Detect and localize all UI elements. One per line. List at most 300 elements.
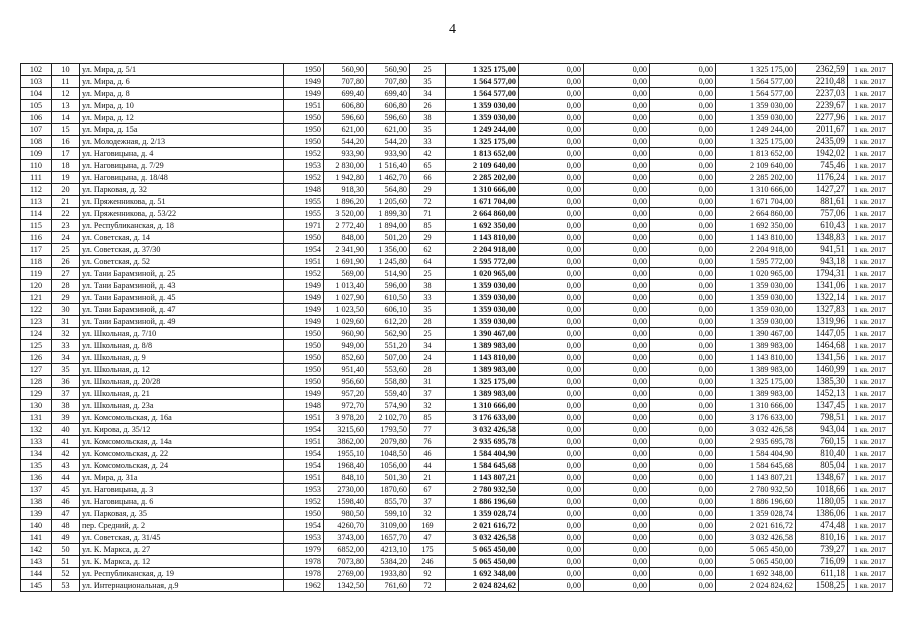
cost-col-3-cell: 0,00 <box>650 244 716 256</box>
item-number-cell: 40 <box>52 424 80 436</box>
address-cell: ул. Комсомольская, д. 24 <box>80 460 284 472</box>
item-number-cell: 48 <box>52 520 80 532</box>
living-area-cell: 707,80 <box>367 76 410 88</box>
unit-cost-cell: 745,46 <box>796 160 848 172</box>
build-year-cell: 1952 <box>284 268 324 280</box>
total-area-cell: 1955,10 <box>324 448 367 460</box>
residents-count-cell: 77 <box>410 424 446 436</box>
unit-cost-cell: 881,61 <box>796 196 848 208</box>
address-cell: ул. Советская, д. 31/45 <box>80 532 284 544</box>
living-area-cell: 1870,60 <box>367 484 410 496</box>
total-area-cell: 3215,60 <box>324 424 367 436</box>
unit-cost-cell: 1464,68 <box>796 340 848 352</box>
item-number-cell: 17 <box>52 148 80 160</box>
row-number-cell: 104 <box>21 88 52 100</box>
completion-period-cell: 1 кв. 2017 <box>848 88 893 100</box>
address-cell: ул. Наговицына, д. 18/48 <box>80 172 284 184</box>
table-row <box>21 376 893 388</box>
total-area-cell: 918,30 <box>324 184 367 196</box>
total-cost-cell: 2 285 202,00 <box>446 172 519 184</box>
total-area-cell: 980,50 <box>324 508 367 520</box>
total-cost-cell: 1 564 577,00 <box>446 76 519 88</box>
unit-cost-cell: 611,18 <box>796 568 848 580</box>
row-number-cell: 113 <box>21 196 52 208</box>
residents-count-cell: 46 <box>410 448 446 460</box>
completion-period-cell: 1 кв. 2017 <box>848 472 893 484</box>
build-year-cell: 1948 <box>284 184 324 196</box>
item-number-cell: 27 <box>52 268 80 280</box>
completion-period-cell: 1 кв. 2017 <box>848 316 893 328</box>
total-cost-cell: 1 389 983,00 <box>446 388 519 400</box>
unit-cost-cell: 1341,56 <box>796 352 848 364</box>
row-number-cell: 143 <box>21 556 52 568</box>
cost-col-4-cell: 1 886 196,60 <box>716 496 796 508</box>
item-number-cell: 52 <box>52 568 80 580</box>
total-area-cell: 569,00 <box>324 268 367 280</box>
table-row <box>21 316 893 328</box>
living-area-cell: 559,40 <box>367 388 410 400</box>
total-area-cell: 1598,40 <box>324 496 367 508</box>
table-row <box>21 352 893 364</box>
build-year-cell: 1950 <box>284 64 324 76</box>
item-number-cell: 44 <box>52 472 80 484</box>
build-year-cell: 1953 <box>284 160 324 172</box>
row-number-cell: 130 <box>21 400 52 412</box>
cost-col-1-cell: 0,00 <box>519 448 584 460</box>
build-year-cell: 1949 <box>284 388 324 400</box>
cost-col-2-cell: 0,00 <box>584 292 650 304</box>
cost-col-1-cell: 0,00 <box>519 544 584 556</box>
build-year-cell: 1950 <box>284 328 324 340</box>
table-row <box>21 484 893 496</box>
total-cost-cell: 3 032 426,58 <box>446 532 519 544</box>
completion-period-cell: 1 кв. 2017 <box>848 352 893 364</box>
build-year-cell: 1951 <box>284 436 324 448</box>
cost-col-2-cell: 0,00 <box>584 232 650 244</box>
item-number-cell: 28 <box>52 280 80 292</box>
item-number-cell: 30 <box>52 304 80 316</box>
residents-count-cell: 38 <box>410 112 446 124</box>
completion-period-cell: 1 кв. 2017 <box>848 460 893 472</box>
item-number-cell: 15 <box>52 124 80 136</box>
total-area-cell: 852,60 <box>324 352 367 364</box>
item-number-cell: 29 <box>52 292 80 304</box>
cost-col-4-cell: 1 389 983,00 <box>716 340 796 352</box>
residents-count-cell: 26 <box>410 100 446 112</box>
total-area-cell: 7073,80 <box>324 556 367 568</box>
row-number-cell: 122 <box>21 304 52 316</box>
build-year-cell: 1949 <box>284 316 324 328</box>
living-area-cell: 621,00 <box>367 124 410 136</box>
total-cost-cell: 1 359 028,74 <box>446 508 519 520</box>
address-cell: ул. Наговицына, д. 4 <box>80 148 284 160</box>
total-cost-cell: 1 249 244,00 <box>446 124 519 136</box>
cost-col-3-cell: 0,00 <box>650 568 716 580</box>
residents-count-cell: 37 <box>410 496 446 508</box>
total-cost-cell: 1 359 030,00 <box>446 292 519 304</box>
unit-cost-cell: 1460,99 <box>796 364 848 376</box>
cost-col-1-cell: 0,00 <box>519 112 584 124</box>
row-number-cell: 121 <box>21 292 52 304</box>
address-cell: пер. Средний, д. 2 <box>80 520 284 532</box>
living-area-cell: 514,90 <box>367 268 410 280</box>
unit-cost-cell: 2362,59 <box>796 64 848 76</box>
build-year-cell: 1950 <box>284 232 324 244</box>
unit-cost-cell: 2239,67 <box>796 100 848 112</box>
total-cost-cell: 1 359 030,00 <box>446 112 519 124</box>
item-number-cell: 31 <box>52 316 80 328</box>
completion-period-cell: 1 кв. 2017 <box>848 196 893 208</box>
cost-col-4-cell: 1 359 030,00 <box>716 112 796 124</box>
cost-col-4-cell: 1 671 704,00 <box>716 196 796 208</box>
item-number-cell: 47 <box>52 508 80 520</box>
total-cost-cell: 2 935 695,78 <box>446 436 519 448</box>
row-number-cell: 141 <box>21 532 52 544</box>
total-area-cell: 1 013,40 <box>324 280 367 292</box>
table-row <box>21 424 893 436</box>
total-area-cell: 699,40 <box>324 88 367 100</box>
build-year-cell: 1979 <box>284 544 324 556</box>
build-year-cell: 1954 <box>284 244 324 256</box>
living-area-cell: 564,80 <box>367 184 410 196</box>
residents-count-cell: 64 <box>410 256 446 268</box>
residents-count-cell: 33 <box>410 292 446 304</box>
total-cost-cell: 2 109 640,00 <box>446 160 519 172</box>
living-area-cell: 5384,20 <box>367 556 410 568</box>
total-area-cell: 2 341,90 <box>324 244 367 256</box>
table-row <box>21 364 893 376</box>
residents-count-cell: 34 <box>410 340 446 352</box>
completion-period-cell: 1 кв. 2017 <box>848 280 893 292</box>
cost-col-4-cell: 1 692 348,00 <box>716 568 796 580</box>
cost-col-4-cell: 1 310 666,00 <box>716 184 796 196</box>
unit-cost-cell: 943,04 <box>796 424 848 436</box>
cost-col-1-cell: 0,00 <box>519 232 584 244</box>
build-year-cell: 1950 <box>284 352 324 364</box>
cost-col-2-cell: 0,00 <box>584 424 650 436</box>
unit-cost-cell: 2237,03 <box>796 88 848 100</box>
unit-cost-cell: 1018,66 <box>796 484 848 496</box>
cost-col-2-cell: 0,00 <box>584 244 650 256</box>
completion-period-cell: 1 кв. 2017 <box>848 436 893 448</box>
unit-cost-cell: 757,06 <box>796 208 848 220</box>
build-year-cell: 1949 <box>284 88 324 100</box>
residents-count-cell: 76 <box>410 436 446 448</box>
total-area-cell: 2769,00 <box>324 568 367 580</box>
cost-col-3-cell: 0,00 <box>650 376 716 388</box>
total-area-cell: 3 520,00 <box>324 208 367 220</box>
living-area-cell: 855,70 <box>367 496 410 508</box>
item-number-cell: 36 <box>52 376 80 388</box>
item-number-cell: 35 <box>52 364 80 376</box>
address-cell: ул. Тани Барамзиной, д. 49 <box>80 316 284 328</box>
address-cell: ул. Наговицына, д. 3 <box>80 484 284 496</box>
cost-col-2-cell: 0,00 <box>584 412 650 424</box>
build-year-cell: 1955 <box>284 208 324 220</box>
cost-col-2-cell: 0,00 <box>584 496 650 508</box>
living-area-cell: 1 899,30 <box>367 208 410 220</box>
cost-col-3-cell: 0,00 <box>650 496 716 508</box>
total-cost-cell: 2 024 824,62 <box>446 580 519 592</box>
cost-col-4-cell: 1 143 810,00 <box>716 232 796 244</box>
cost-col-3-cell: 0,00 <box>650 148 716 160</box>
total-cost-cell: 1 692 348,00 <box>446 568 519 580</box>
cost-col-1-cell: 0,00 <box>519 400 584 412</box>
completion-period-cell: 1 кв. 2017 <box>848 496 893 508</box>
cost-col-3-cell: 0,00 <box>650 232 716 244</box>
row-number-cell: 136 <box>21 472 52 484</box>
unit-cost-cell: 1447,05 <box>796 328 848 340</box>
cost-col-3-cell: 0,00 <box>650 532 716 544</box>
cost-col-2-cell: 0,00 <box>584 64 650 76</box>
total-cost-cell: 1 143 810,00 <box>446 352 519 364</box>
build-year-cell: 1951 <box>284 472 324 484</box>
residents-count-cell: 92 <box>410 568 446 580</box>
cost-col-1-cell: 0,00 <box>519 76 584 88</box>
row-number-cell: 102 <box>21 64 52 76</box>
cost-col-4-cell: 1 359 030,00 <box>716 292 796 304</box>
row-number-cell: 123 <box>21 316 52 328</box>
build-year-cell: 1950 <box>284 508 324 520</box>
unit-cost-cell: 1452,13 <box>796 388 848 400</box>
unit-cost-cell: 1347,45 <box>796 400 848 412</box>
table-row <box>21 544 893 556</box>
cost-col-2-cell: 0,00 <box>584 448 650 460</box>
cost-col-2-cell: 0,00 <box>584 388 650 400</box>
address-cell: ул. Школьная, д. 20/28 <box>80 376 284 388</box>
cost-col-3-cell: 0,00 <box>650 388 716 400</box>
total-area-cell: 951,40 <box>324 364 367 376</box>
residents-count-cell: 35 <box>410 76 446 88</box>
total-cost-cell: 5 065 450,00 <box>446 556 519 568</box>
address-cell: ул. К. Маркса, д. 12 <box>80 556 284 568</box>
completion-period-cell: 1 кв. 2017 <box>848 220 893 232</box>
row-number-cell: 133 <box>21 436 52 448</box>
total-area-cell: 2 772,40 <box>324 220 367 232</box>
row-number-cell: 139 <box>21 508 52 520</box>
residents-count-cell: 47 <box>410 532 446 544</box>
cost-col-4-cell: 1 325 175,00 <box>716 136 796 148</box>
address-cell: ул. Республиканская, д. 19 <box>80 568 284 580</box>
living-area-cell: 761,60 <box>367 580 410 592</box>
row-number-cell: 109 <box>21 148 52 160</box>
cost-col-3-cell: 0,00 <box>650 220 716 232</box>
total-cost-cell: 1 389 983,00 <box>446 340 519 352</box>
row-number-cell: 118 <box>21 256 52 268</box>
total-cost-cell: 1 584 404,90 <box>446 448 519 460</box>
cost-col-1-cell: 0,00 <box>519 352 584 364</box>
cost-col-1-cell: 0,00 <box>519 460 584 472</box>
address-cell: ул. Школьная, д. 21 <box>80 388 284 400</box>
residents-count-cell: 44 <box>410 460 446 472</box>
address-cell: ул. Мира, д. 10 <box>80 100 284 112</box>
unit-cost-cell: 1794,31 <box>796 268 848 280</box>
total-cost-cell: 1 595 772,00 <box>446 256 519 268</box>
living-area-cell: 1657,70 <box>367 532 410 544</box>
cost-col-2-cell: 0,00 <box>584 472 650 484</box>
build-year-cell: 1952 <box>284 148 324 160</box>
total-cost-cell: 1 359 030,00 <box>446 280 519 292</box>
cost-col-1-cell: 0,00 <box>519 268 584 280</box>
total-area-cell: 848,00 <box>324 232 367 244</box>
unit-cost-cell: 1322,14 <box>796 292 848 304</box>
living-area-cell: 596,00 <box>367 280 410 292</box>
table-row <box>21 292 893 304</box>
cost-col-2-cell: 0,00 <box>584 436 650 448</box>
build-year-cell: 1950 <box>284 364 324 376</box>
living-area-cell: 606,10 <box>367 304 410 316</box>
cost-col-4-cell: 1 595 772,00 <box>716 256 796 268</box>
total-area-cell: 1 029,60 <box>324 316 367 328</box>
row-number-cell: 144 <box>21 568 52 580</box>
cost-col-3-cell: 0,00 <box>650 400 716 412</box>
living-area-cell: 507,00 <box>367 352 410 364</box>
address-cell: ул. Комсомольская, д. 16а <box>80 412 284 424</box>
table-row <box>21 496 893 508</box>
table-row <box>21 160 893 172</box>
residents-count-cell: 28 <box>410 316 446 328</box>
cost-col-3-cell: 0,00 <box>650 124 716 136</box>
cost-col-3-cell: 0,00 <box>650 172 716 184</box>
cost-col-1-cell: 0,00 <box>519 208 584 220</box>
cost-col-1-cell: 0,00 <box>519 64 584 76</box>
item-number-cell: 49 <box>52 532 80 544</box>
cost-col-4-cell: 3 176 633,00 <box>716 412 796 424</box>
cost-col-1-cell: 0,00 <box>519 124 584 136</box>
residents-count-cell: 32 <box>410 400 446 412</box>
table-row <box>21 472 893 484</box>
item-number-cell: 18 <box>52 160 80 172</box>
cost-col-2-cell: 0,00 <box>584 112 650 124</box>
cost-col-3-cell: 0,00 <box>650 412 716 424</box>
cost-col-2-cell: 0,00 <box>584 76 650 88</box>
cost-col-4-cell: 2 021 616,72 <box>716 520 796 532</box>
cost-col-1-cell: 0,00 <box>519 424 584 436</box>
build-year-cell: 1949 <box>284 304 324 316</box>
cost-col-4-cell: 1 564 577,00 <box>716 88 796 100</box>
row-number-cell: 111 <box>21 172 52 184</box>
build-year-cell: 1953 <box>284 532 324 544</box>
cost-col-2-cell: 0,00 <box>584 328 650 340</box>
residents-count-cell: 25 <box>410 268 446 280</box>
unit-cost-cell: 1385,30 <box>796 376 848 388</box>
table-row <box>21 196 893 208</box>
living-area-cell: 1 462,70 <box>367 172 410 184</box>
residents-count-cell: 67 <box>410 484 446 496</box>
build-year-cell: 1949 <box>284 292 324 304</box>
build-year-cell: 1949 <box>284 280 324 292</box>
item-number-cell: 37 <box>52 388 80 400</box>
cost-col-1-cell: 0,00 <box>519 304 584 316</box>
cost-col-1-cell: 0,00 <box>519 100 584 112</box>
completion-period-cell: 1 кв. 2017 <box>848 424 893 436</box>
cost-col-3-cell: 0,00 <box>650 316 716 328</box>
cost-col-1-cell: 0,00 <box>519 172 584 184</box>
cost-col-4-cell: 1 143 810,00 <box>716 352 796 364</box>
completion-period-cell: 1 кв. 2017 <box>848 388 893 400</box>
cost-col-2-cell: 0,00 <box>584 160 650 172</box>
residents-count-cell: 71 <box>410 208 446 220</box>
living-area-cell: 699,40 <box>367 88 410 100</box>
living-area-cell: 1793,50 <box>367 424 410 436</box>
address-cell: ул. Тани Барамзиной, д. 25 <box>80 268 284 280</box>
living-area-cell: 560,90 <box>367 64 410 76</box>
unit-cost-cell: 1176,24 <box>796 172 848 184</box>
row-number-cell: 127 <box>21 364 52 376</box>
residents-count-cell: 33 <box>410 136 446 148</box>
table-row <box>21 64 893 76</box>
table-row <box>21 400 893 412</box>
total-cost-cell: 1 564 577,00 <box>446 88 519 100</box>
unit-cost-cell: 805,04 <box>796 460 848 472</box>
address-cell: ул. Тани Барамзиной, д. 47 <box>80 304 284 316</box>
table-row <box>21 532 893 544</box>
row-number-cell: 114 <box>21 208 52 220</box>
row-number-cell: 112 <box>21 184 52 196</box>
total-area-cell: 560,90 <box>324 64 367 76</box>
cost-col-3-cell: 0,00 <box>650 112 716 124</box>
cost-col-4-cell: 1 390 467,00 <box>716 328 796 340</box>
address-cell: ул. Мира, д. 31а <box>80 472 284 484</box>
item-number-cell: 16 <box>52 136 80 148</box>
completion-period-cell: 1 кв. 2017 <box>848 376 893 388</box>
residents-count-cell: 62 <box>410 244 446 256</box>
cost-col-2-cell: 0,00 <box>584 580 650 592</box>
cost-col-3-cell: 0,00 <box>650 304 716 316</box>
cost-col-4-cell: 1 584 404,90 <box>716 448 796 460</box>
build-year-cell: 1978 <box>284 556 324 568</box>
cost-col-2-cell: 0,00 <box>584 508 650 520</box>
address-cell: ул. Мира, д. 12 <box>80 112 284 124</box>
cost-col-3-cell: 0,00 <box>650 268 716 280</box>
table-row <box>21 388 893 400</box>
cost-col-1-cell: 0,00 <box>519 388 584 400</box>
build-year-cell: 1950 <box>284 136 324 148</box>
row-number-cell: 125 <box>21 340 52 352</box>
cost-col-3-cell: 0,00 <box>650 364 716 376</box>
cost-col-1-cell: 0,00 <box>519 472 584 484</box>
total-cost-cell: 5 065 450,00 <box>446 544 519 556</box>
address-cell: ул. Советская, д. 52 <box>80 256 284 268</box>
build-year-cell: 1950 <box>284 376 324 388</box>
cost-col-3-cell: 0,00 <box>650 484 716 496</box>
completion-period-cell: 1 кв. 2017 <box>848 148 893 160</box>
item-number-cell: 33 <box>52 340 80 352</box>
completion-period-cell: 1 кв. 2017 <box>848 340 893 352</box>
cost-col-4-cell: 1 020 965,00 <box>716 268 796 280</box>
cost-col-4-cell: 1 143 807,21 <box>716 472 796 484</box>
build-year-cell: 1952 <box>284 496 324 508</box>
total-area-cell: 956,60 <box>324 376 367 388</box>
row-number-cell: 131 <box>21 412 52 424</box>
completion-period-cell: 1 кв. 2017 <box>848 268 893 280</box>
table-body <box>21 64 893 592</box>
total-area-cell: 1 942,80 <box>324 172 367 184</box>
item-number-cell: 19 <box>52 172 80 184</box>
completion-period-cell: 1 кв. 2017 <box>848 520 893 532</box>
address-cell: ул. Школьная, д. 23а <box>80 400 284 412</box>
unit-cost-cell: 610,43 <box>796 220 848 232</box>
living-area-cell: 1 894,00 <box>367 220 410 232</box>
cost-col-4-cell: 1 325 175,00 <box>716 64 796 76</box>
cost-col-2-cell: 0,00 <box>584 172 650 184</box>
unit-cost-cell: 1348,83 <box>796 232 848 244</box>
total-cost-cell: 1 325 175,00 <box>446 136 519 148</box>
total-area-cell: 621,00 <box>324 124 367 136</box>
total-cost-cell: 1 359 030,00 <box>446 316 519 328</box>
total-cost-cell: 1 390 467,00 <box>446 328 519 340</box>
row-number-cell: 120 <box>21 280 52 292</box>
